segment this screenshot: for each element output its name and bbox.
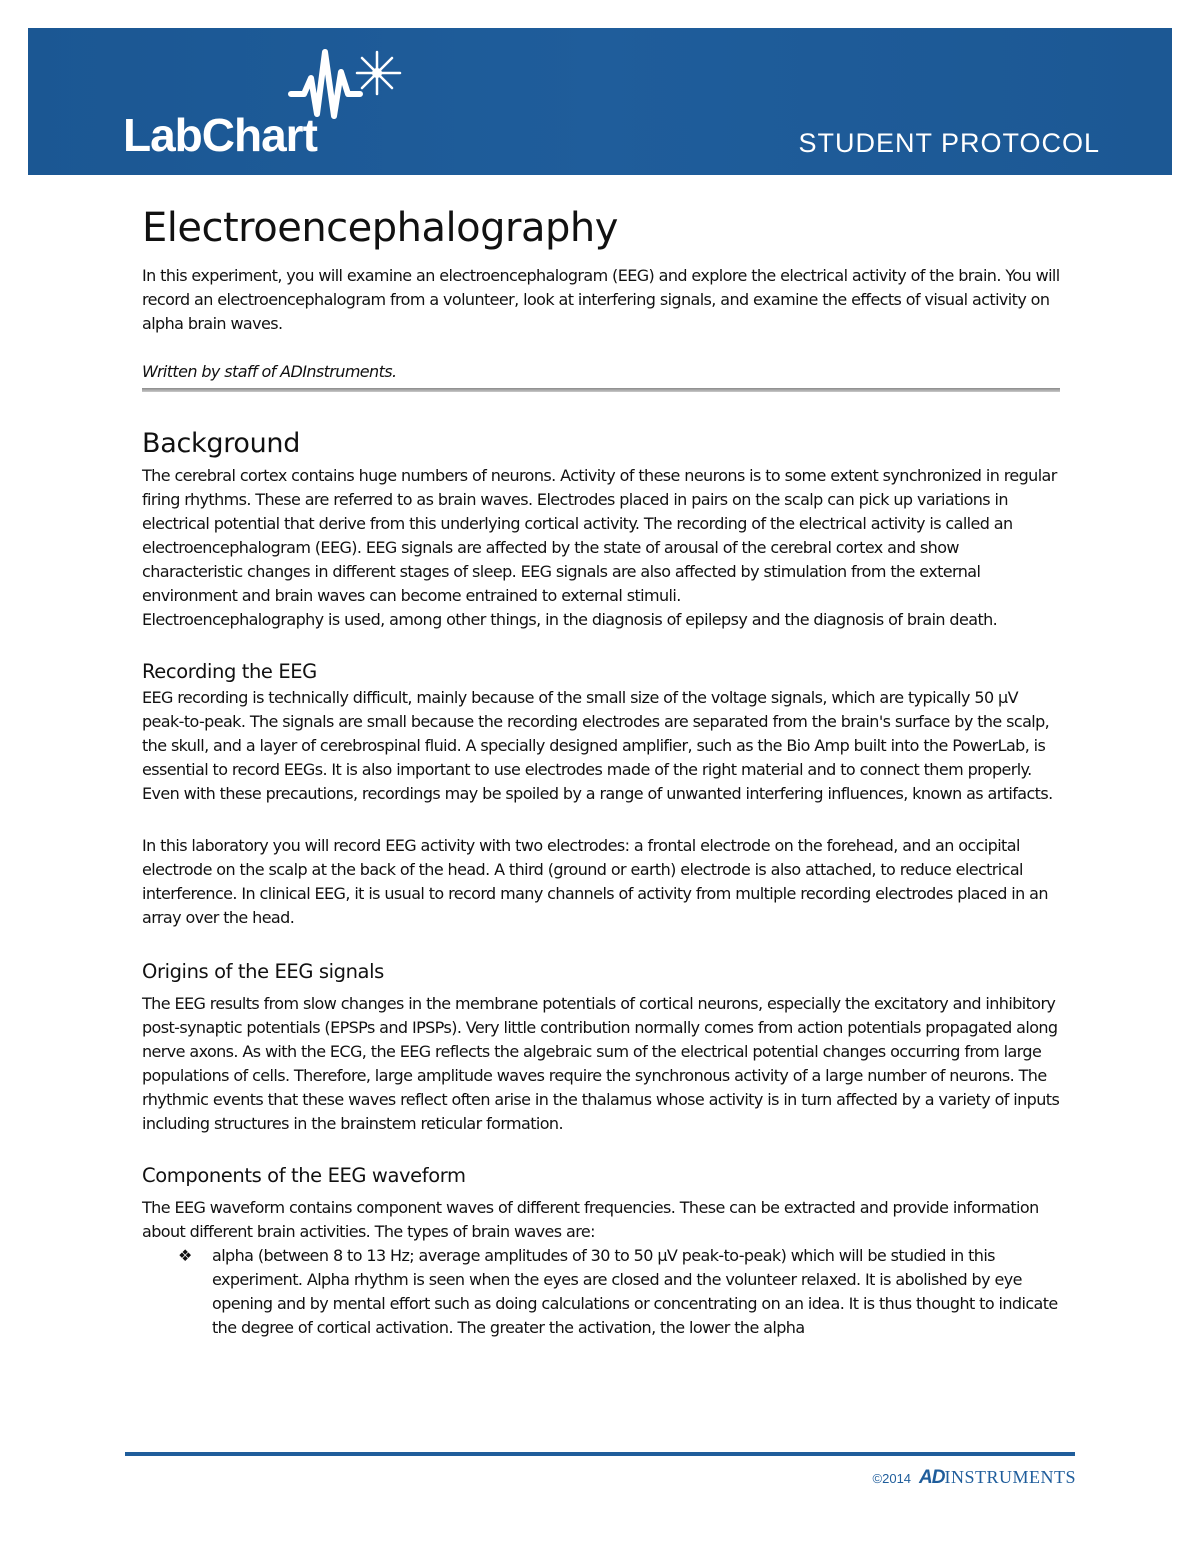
list-item <box>178 1244 1062 1340</box>
protocol-label: STUDENT PROTOCOL <box>798 128 1100 158</box>
origins-paragraph: The EEG results from slow changes in the membrane potentials of cortical neurons, especially the excitatory and inhibitory post-synaptic potentials (EPSPs and IPSPs). Very little contribution normally comes from action potentials propagated along nerve axons. As with the ECG, the EEG reflects the algebraic sum of the electrical potential changes occurring from large populations of cells. Therefore, large amplitude waves require the synchronous activity of a large number of neurons. The rhythmic events that these waves reflect often arise in the thalamus whose activity is in turn affected by a variety of inputs including structures in the brainstem reticular formation. <box>142 994 1060 1133</box>
background-heading: Background <box>142 428 301 459</box>
author-byline: Written by staff of ADInstruments. <box>142 362 397 381</box>
labchart-logo <box>28 28 428 175</box>
section-divider <box>142 388 1060 392</box>
background-paragraph: The cerebral cortex contains huge numbers of neurons. Activity of these neurons is to some extent synchronized in regular firing rhythms. These are referred to as brain waves. Electrodes placed in pairs on the scalp can pick up variations in electrical potential that derive from this underlying cortical activity. The recording of the electrical activity is called an electroencephalogram (EEG). EEG signals are affected by the state of arousal of the cerebral cortex and show characteristic changes in different stages of sleep. EEG signals are also affected by stimulation from the external environment and brain waves can become entrained to external stimuli. <box>142 466 1057 605</box>
background-paragraph-2: Electroencephalography is used, among other things, in the diagnosis of epilepsy and the diagnosis of brain death. <box>142 610 998 629</box>
recording-paragraph: EEG recording is technically difficult, mainly because of the small size of the voltage signals, which are typically 50 µV peak-to-peak. The signals are small because the recording electrodes are separated from the brain's surface by the scalp, the skull, and a layer of cerebrospinal fluid. A specially designed amplifier, such as the Bio Amp built into the PowerLab, is essential to record EEGs. It is also important to use electrodes made of the right material and to connect them properly. Even with these precautions, recordings may be spoiled by a range of unwanted interfering influences, known as artifacts. <box>142 688 1053 803</box>
adinstruments-logo <box>836 1466 1076 1490</box>
components-heading: Components of the EEG waveform <box>142 1164 466 1187</box>
recording-paragraph-2: In this laboratory you will record EEG activity with two electrodes: a frontal electrode on the forehead, and an occipital electrode on the scalp at the back of the head. A third (ground or earth) electrode is also attached, to reduce electrical interference. In clinical EEG, it is usual to record many channels of activity from multiple recording electrodes placed in an array over the head. <box>142 836 1048 927</box>
diamond-bullet-icon: ❖ <box>178 1246 193 1265</box>
header-banner <box>28 28 1172 175</box>
waveform-icon <box>291 52 360 116</box>
list-item-text: alpha (between 8 to 13 Hz; average amplitudes of 30 to 50 µV peak-to-peak) which will be studied in this experiment. Alpha rhythm is seen when the eyes are closed and the volunteer relaxed. It is abolished by eye opening and by mental effort such as doing calculations or concentrating on an idea. It is thus thought to indicate the degree of cortical activation. The greater the activation, the lower the alpha <box>212 1246 1058 1337</box>
brand-wordmark: ADINSTRUMENTS <box>919 1467 1076 1488</box>
copyright-year: ©2014 <box>872 1470 912 1486</box>
logo-wordmark: LabChart <box>123 109 317 161</box>
recording-heading: Recording the EEG <box>142 660 317 683</box>
page-title: Electroencephalography <box>142 205 618 251</box>
intro-paragraph: In this experiment, you will examine an electroencephalogram (EEG) and explore the electrical activity of the brain. You will record an electroencephalogram from a volunteer, look at interfering signals, and examine the effects of visual activity on alpha brain waves. <box>142 266 1060 333</box>
origins-heading: Origins of the EEG signals <box>142 960 384 983</box>
footer-divider <box>125 1452 1075 1456</box>
components-paragraph: The EEG waveform contains component waves of different frequencies. These can be extracted and provide information about different brain activities. The types of brain waves are: <box>142 1198 1039 1241</box>
document-body <box>142 200 1062 1340</box>
